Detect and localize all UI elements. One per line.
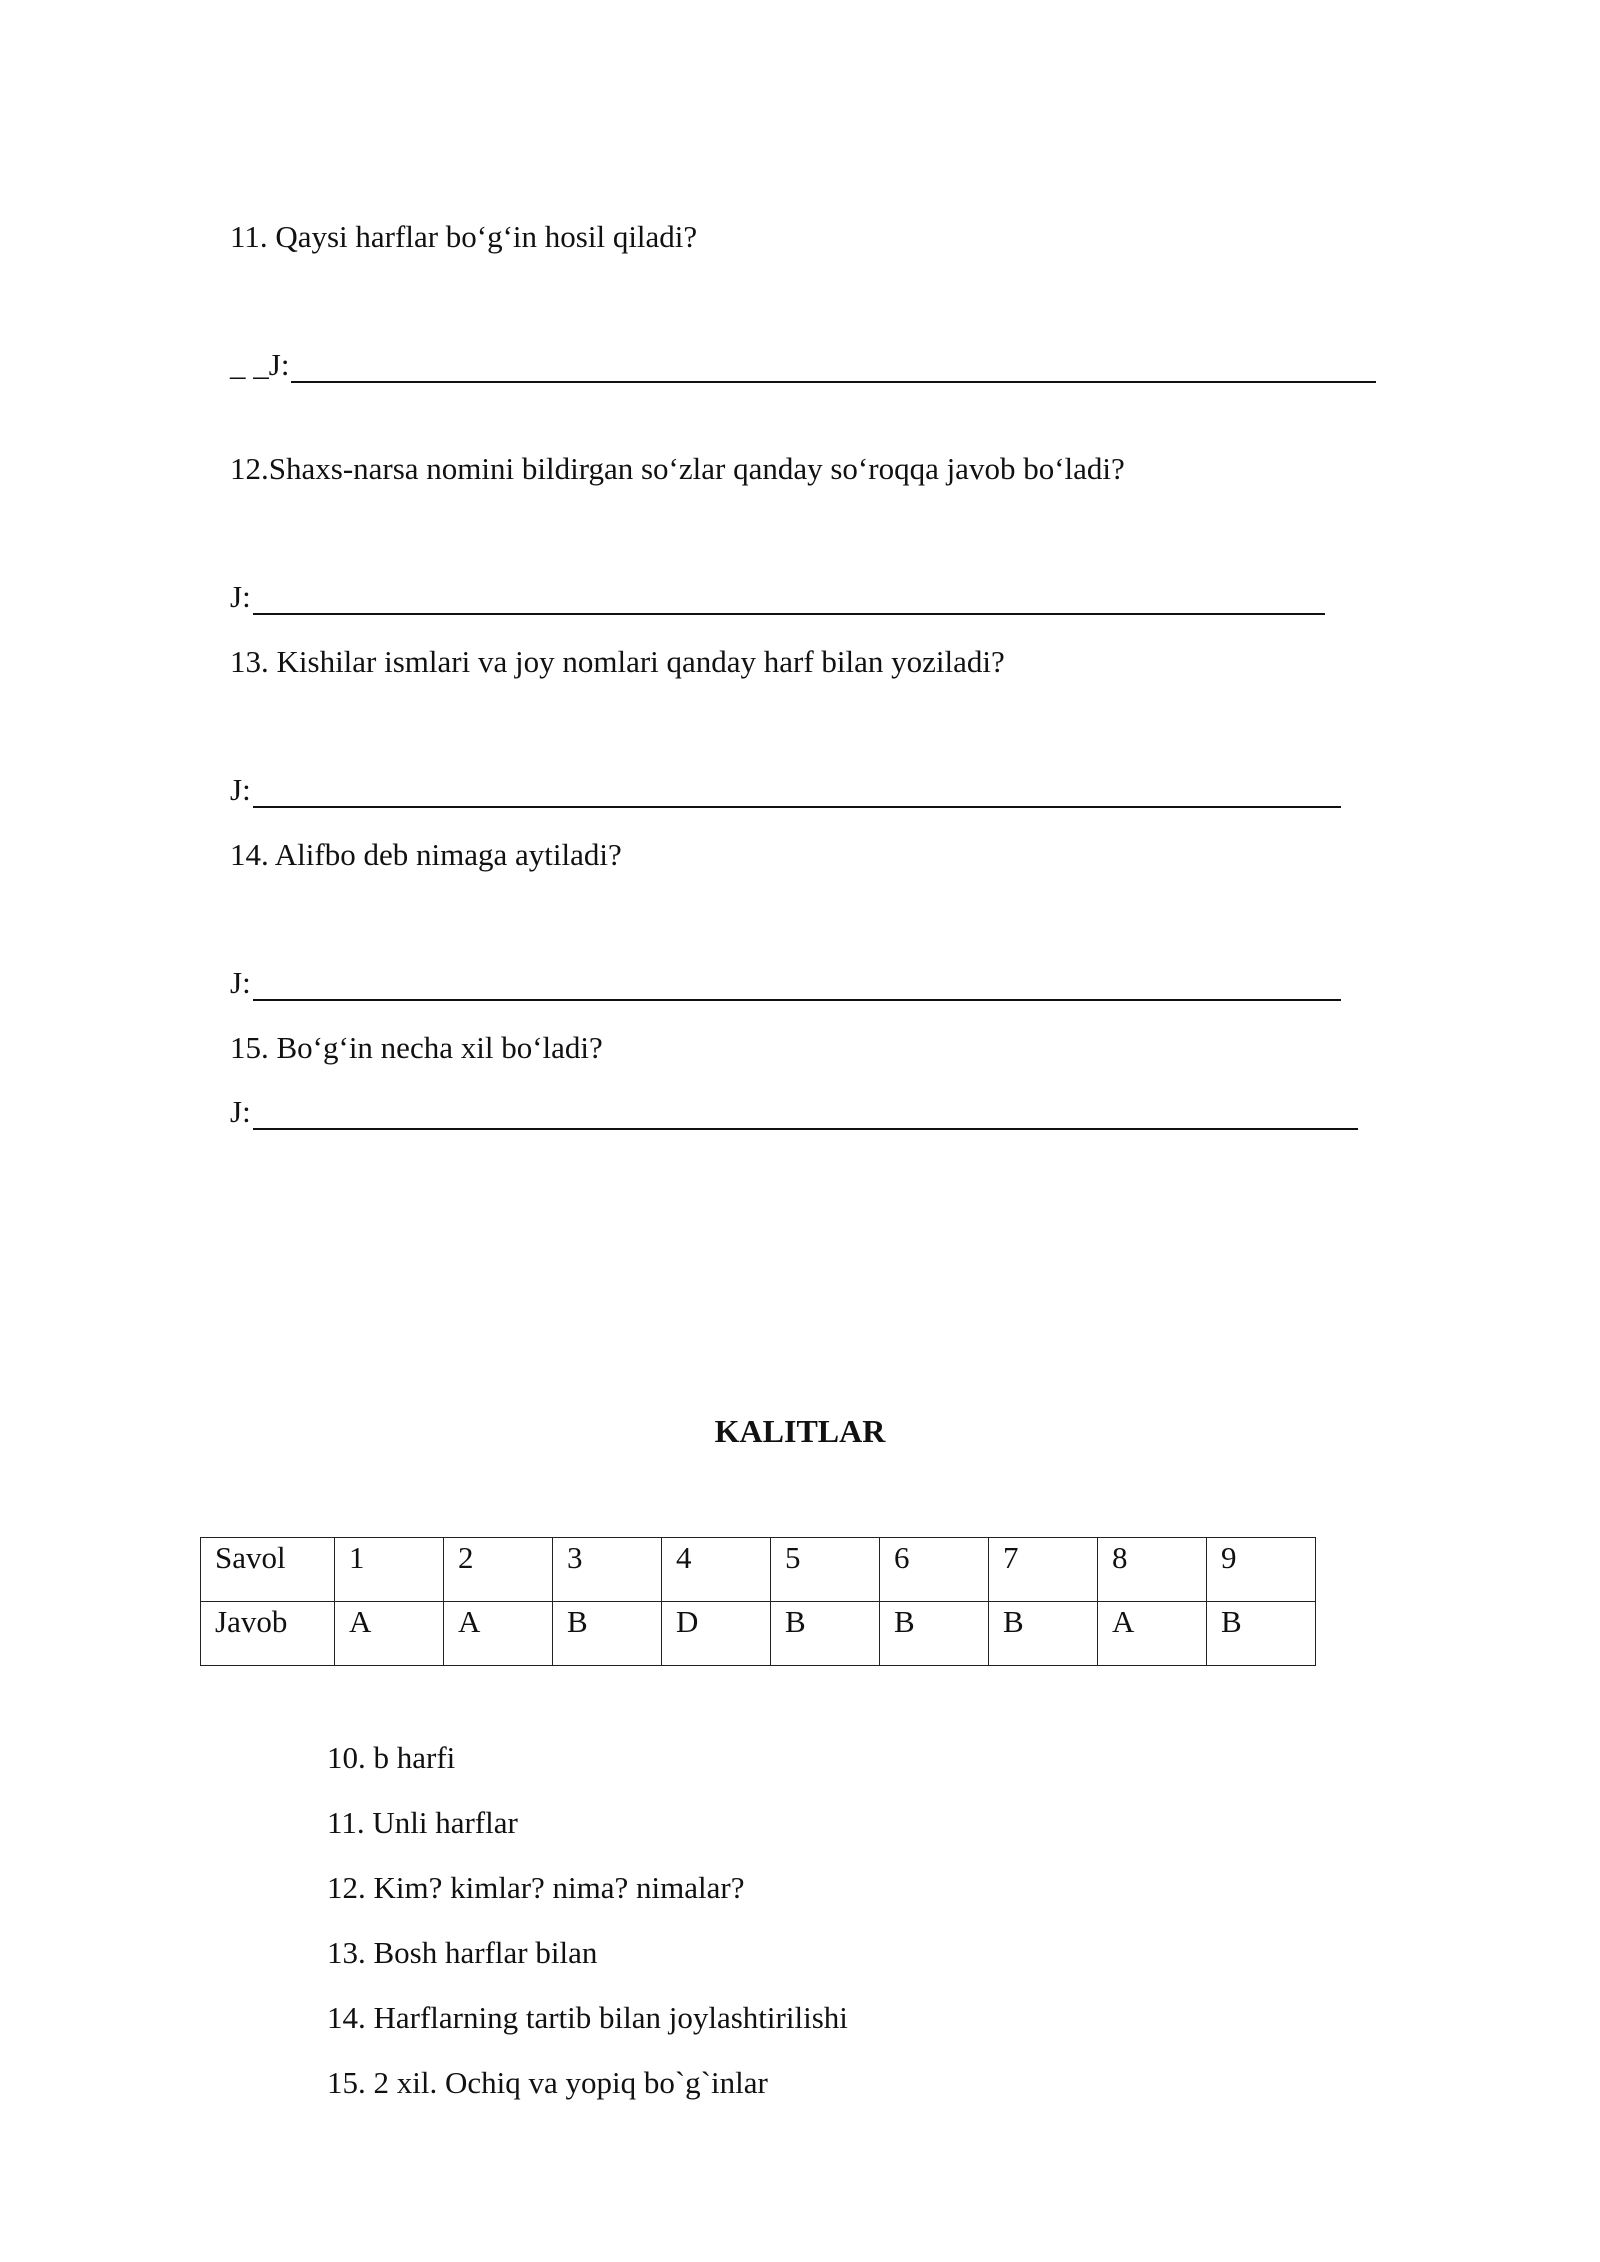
answer-prefix: J: xyxy=(230,965,251,1000)
answer-line-13 xyxy=(230,772,1341,808)
question-number-cell: 8 xyxy=(1098,1538,1207,1602)
answer-cell: A xyxy=(1098,1602,1207,1666)
blank-answer-field[interactable] xyxy=(253,778,1341,808)
answer-cell: A xyxy=(335,1602,444,1666)
blank-answer-field[interactable] xyxy=(253,585,1325,615)
table-row xyxy=(201,1538,1316,1602)
question-11: 11. Qaysi harflar bo‘g‘in hosil qiladi? xyxy=(230,219,698,254)
list-item: 14. Harflarning tartib bilan joylashtirilishi xyxy=(327,2000,848,2035)
keys-heading: KALITLAR xyxy=(714,1413,886,1449)
list-item: 11. Unli harflar xyxy=(327,1805,518,1840)
question-12: 12.Shaxs-narsa nomini bildirgan so‘zlar qanday so‘roqqa javob bo‘ladi? xyxy=(230,451,1125,486)
answer-cell: D xyxy=(662,1602,771,1666)
list-item: 10. b harfi xyxy=(327,1740,456,1775)
answer-key-list xyxy=(327,1740,848,2130)
answer-line-15 xyxy=(230,1094,1358,1130)
row-label-savol: Savol xyxy=(201,1538,335,1602)
question-number-cell: 6 xyxy=(880,1538,989,1602)
list-item: 12. Kim? kimlar? nima? nimalar? xyxy=(327,1870,745,1905)
blank-answer-field[interactable] xyxy=(253,971,1341,1001)
answer-cell: B xyxy=(989,1602,1098,1666)
question-number-cell: 1 xyxy=(335,1538,444,1602)
question-number-cell: 7 xyxy=(989,1538,1098,1602)
answer-prefix: J: xyxy=(230,772,251,807)
answer-line-11 xyxy=(230,347,1376,383)
answer-prefix: _ _J: xyxy=(230,347,290,382)
question-15: 15. Bo‘g‘in necha xil bo‘ladi? xyxy=(230,1030,603,1065)
answer-cell: B xyxy=(771,1602,880,1666)
question-number-cell: 2 xyxy=(444,1538,553,1602)
list-item: 13. Bosh harflar bilan xyxy=(327,1935,598,1970)
answer-cell: A xyxy=(444,1602,553,1666)
answer-cell: B xyxy=(553,1602,662,1666)
answer-cell: B xyxy=(880,1602,989,1666)
answer-key-table xyxy=(200,1537,1316,1666)
answer-line-12 xyxy=(230,579,1325,615)
question-14: 14. Alifbo deb nimaga aytiladi? xyxy=(230,837,622,872)
question-number-cell: 4 xyxy=(662,1538,771,1602)
blank-answer-field[interactable] xyxy=(291,353,1376,383)
table-row xyxy=(201,1602,1316,1666)
answer-line-14 xyxy=(230,965,1341,1001)
list-item: 15. 2 xil. Ochiq va yopiq bo`g`inlar xyxy=(327,2065,768,2100)
blank-answer-field[interactable] xyxy=(253,1100,1358,1130)
question-number-cell: 5 xyxy=(771,1538,880,1602)
row-label-javob: Javob xyxy=(201,1602,335,1666)
question-number-cell: 9 xyxy=(1207,1538,1316,1602)
answer-prefix: J: xyxy=(230,579,251,614)
answer-prefix: J: xyxy=(230,1094,251,1129)
answer-cell: B xyxy=(1207,1602,1316,1666)
question-number-cell: 3 xyxy=(553,1538,662,1602)
question-13: 13. Kishilar ismlari va joy nomlari qanday harf bilan yoziladi? xyxy=(230,644,1005,679)
